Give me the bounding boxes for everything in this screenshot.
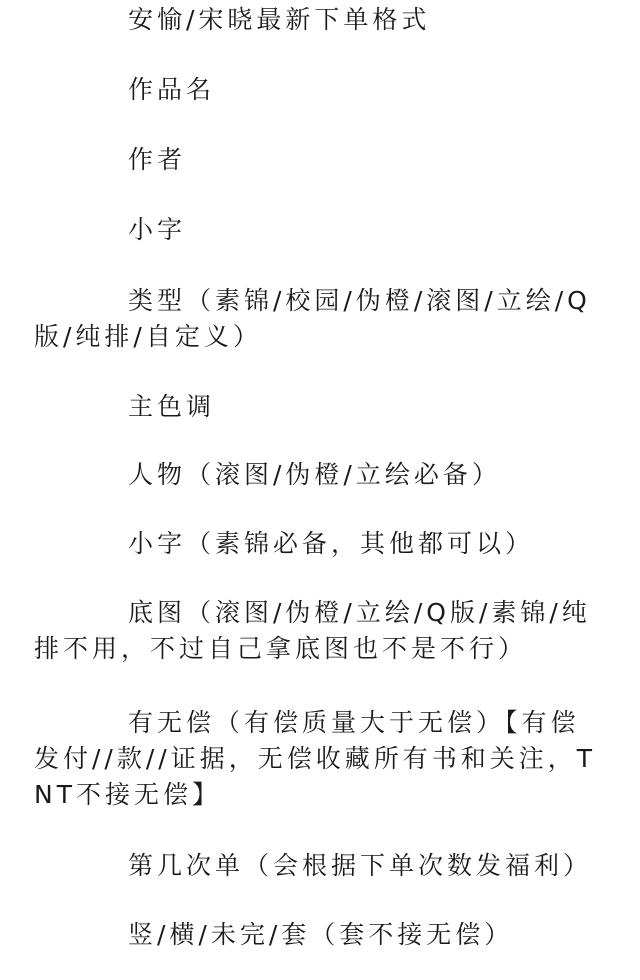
field-type: 类型（素锦/校园/伪橙/滚图/立绘/Q版/纯排/自定义） — [34, 286, 591, 351]
field-paid-or-free: 有无偿（有偿质量大于无偿）【有偿发付//款//证据，无偿收藏所有书和关注，TNT不接无偿】 — [34, 708, 596, 809]
field-orientation: 竖/横/未完/套（套不接无偿） — [128, 920, 514, 949]
field-main-color: 主色调 — [128, 392, 216, 421]
field-character: 人物（滚图/伪橙/立绘必备） — [128, 460, 501, 489]
field-order-count: 第几次单（会根据下单次数发福利） — [128, 851, 593, 880]
field-author: 作者 — [128, 145, 187, 174]
field-small-text-note: 小字（素锦必备，其他都可以） — [128, 529, 535, 558]
document-title: 安愉/宋晓最新下单格式 — [128, 5, 431, 34]
field-background-image: 底图（滚图/伪橙/立绘/Q版/素锦/纯排不用，不过自己拿底图也不是不行） — [34, 598, 591, 663]
field-small-text: 小字 — [128, 215, 187, 244]
field-work-name: 作品名 — [128, 75, 216, 104]
